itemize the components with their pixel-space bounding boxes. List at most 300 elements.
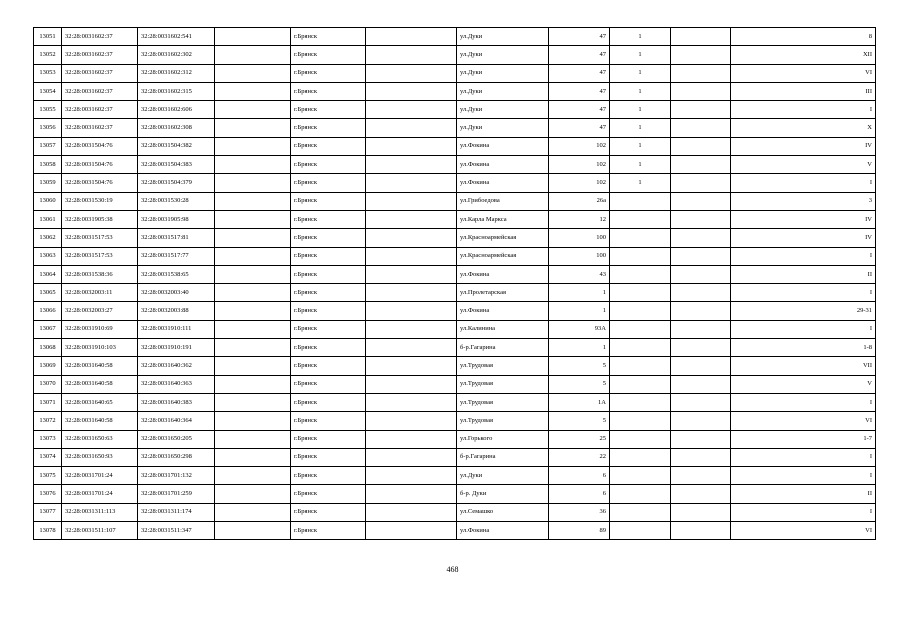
street-cell: ул.Дуки xyxy=(457,119,549,137)
city-cell: г.Брянск xyxy=(291,82,366,100)
premises-cell: I xyxy=(731,101,876,119)
premises-cell: VI xyxy=(731,412,876,430)
city-cell: г.Брянск xyxy=(291,320,366,338)
premises-cell: 1-8 xyxy=(731,339,876,357)
house-number-cell: 102 xyxy=(549,137,610,155)
object-cadastral-cell: 32:28:0031602:541 xyxy=(138,28,215,46)
row-number-cell: 13070 xyxy=(34,375,62,393)
table-row xyxy=(34,64,876,82)
street-cell: ул.Дуки xyxy=(457,467,549,485)
blank-cell xyxy=(215,302,291,320)
object-cadastral-cell: 32:28:0031504:383 xyxy=(138,156,215,174)
premises-cell: VII xyxy=(731,357,876,375)
row-number-cell: 13060 xyxy=(34,192,62,210)
building-cell xyxy=(610,265,671,283)
blank-cell xyxy=(215,412,291,430)
parcel-cadastral-cell: 32:28:0031640:58 xyxy=(62,412,138,430)
blank-cell xyxy=(366,412,457,430)
street-cell: ул.Трудовая xyxy=(457,412,549,430)
house-number-cell: 26а xyxy=(549,192,610,210)
blank-cell xyxy=(215,430,291,448)
blank-cell xyxy=(671,430,731,448)
blank-cell xyxy=(671,284,731,302)
blank-cell xyxy=(366,119,457,137)
premises-cell: X xyxy=(731,119,876,137)
table-row xyxy=(34,101,876,119)
building-cell: 1 xyxy=(610,101,671,119)
house-number-cell: 1 xyxy=(549,284,610,302)
building-cell xyxy=(610,412,671,430)
blank-cell xyxy=(366,467,457,485)
table-row xyxy=(34,137,876,155)
parcel-cadastral-cell: 32:28:0031504:76 xyxy=(62,156,138,174)
row-number-cell: 13063 xyxy=(34,247,62,265)
parcel-cadastral-cell: 32:28:0031511:107 xyxy=(62,522,138,540)
row-number-cell: 13066 xyxy=(34,302,62,320)
city-cell: г.Брянск xyxy=(291,357,366,375)
premises-cell: I xyxy=(731,247,876,265)
table-row xyxy=(34,357,876,375)
table-row xyxy=(34,375,876,393)
parcel-cadastral-cell: 32:28:0031650:63 xyxy=(62,430,138,448)
parcel-cadastral-cell: 32:28:0031517:53 xyxy=(62,229,138,247)
blank-cell xyxy=(215,320,291,338)
blank-cell xyxy=(366,156,457,174)
city-cell: г.Брянск xyxy=(291,46,366,64)
blank-cell xyxy=(366,137,457,155)
row-number-cell: 13065 xyxy=(34,284,62,302)
table-row xyxy=(34,522,876,540)
object-cadastral-cell: 32:28:0031530:28 xyxy=(138,192,215,210)
blank-cell xyxy=(671,485,731,503)
city-cell: г.Брянск xyxy=(291,247,366,265)
parcel-cadastral-cell: 32:28:0031640:65 xyxy=(62,393,138,411)
street-cell: ул.Фокина xyxy=(457,522,549,540)
table-row xyxy=(34,393,876,411)
blank-cell xyxy=(671,302,731,320)
table-row xyxy=(34,448,876,466)
object-cadastral-cell: 32:28:0031910:191 xyxy=(138,339,215,357)
blank-cell xyxy=(215,192,291,210)
row-number-cell: 13071 xyxy=(34,393,62,411)
object-cadastral-cell: 32:28:0031311:174 xyxy=(138,503,215,521)
parcel-cadastral-cell: 32:28:0031311:113 xyxy=(62,503,138,521)
parcel-cadastral-cell: 32:28:0031602:37 xyxy=(62,119,138,137)
blank-cell xyxy=(366,302,457,320)
building-cell xyxy=(610,229,671,247)
city-cell: г.Брянск xyxy=(291,119,366,137)
city-cell: г.Брянск xyxy=(291,265,366,283)
row-number-cell: 13058 xyxy=(34,156,62,174)
parcel-cadastral-cell: 32:28:0031650:93 xyxy=(62,448,138,466)
street-cell: ул.Фокина xyxy=(457,174,549,192)
table-row xyxy=(34,210,876,228)
premises-cell: 8 xyxy=(731,28,876,46)
building-cell xyxy=(610,467,671,485)
object-cadastral-cell: 32:28:0031602:315 xyxy=(138,82,215,100)
premises-cell: II xyxy=(731,485,876,503)
building-cell: 1 xyxy=(610,119,671,137)
house-number-cell: 47 xyxy=(549,28,610,46)
object-cadastral-cell: 32:28:0031517:81 xyxy=(138,229,215,247)
city-cell: г.Брянск xyxy=(291,430,366,448)
house-number-cell: 89 xyxy=(549,522,610,540)
row-number-cell: 13061 xyxy=(34,210,62,228)
house-number-cell: 100 xyxy=(549,247,610,265)
blank-cell xyxy=(215,174,291,192)
city-cell: г.Брянск xyxy=(291,192,366,210)
blank-cell xyxy=(671,192,731,210)
blank-cell xyxy=(215,485,291,503)
parcel-cadastral-cell: 32:28:0031538:36 xyxy=(62,265,138,283)
blank-cell xyxy=(215,229,291,247)
table-row xyxy=(34,119,876,137)
blank-cell xyxy=(366,357,457,375)
blank-cell xyxy=(671,28,731,46)
blank-cell xyxy=(215,503,291,521)
parcel-cadastral-cell: 32:28:0031530:19 xyxy=(62,192,138,210)
blank-cell xyxy=(671,229,731,247)
blank-cell xyxy=(671,101,731,119)
row-number-cell: 13053 xyxy=(34,64,62,82)
parcel-cadastral-cell: 32:28:0031640:58 xyxy=(62,375,138,393)
object-cadastral-cell: 32:28:0031650:205 xyxy=(138,430,215,448)
blank-cell xyxy=(671,448,731,466)
premises-cell: II xyxy=(731,265,876,283)
street-cell: ул.Фокина xyxy=(457,137,549,155)
blank-cell xyxy=(671,339,731,357)
object-cadastral-cell: 32:28:0031602:312 xyxy=(138,64,215,82)
object-cadastral-cell: 32:28:0031504:382 xyxy=(138,137,215,155)
premises-cell: 1-7 xyxy=(731,430,876,448)
parcel-cadastral-cell: 32:28:0031910:69 xyxy=(62,320,138,338)
blank-cell xyxy=(366,210,457,228)
house-number-cell: 102 xyxy=(549,156,610,174)
table-row xyxy=(34,46,876,64)
blank-cell xyxy=(215,247,291,265)
row-number-cell: 13057 xyxy=(34,137,62,155)
blank-cell xyxy=(215,28,291,46)
premises-cell: I xyxy=(731,174,876,192)
city-cell: г.Брянск xyxy=(291,284,366,302)
row-number-cell: 13054 xyxy=(34,82,62,100)
parcel-cadastral-cell: 32:28:0031602:37 xyxy=(62,82,138,100)
building-cell xyxy=(610,320,671,338)
row-number-cell: 13052 xyxy=(34,46,62,64)
object-cadastral-cell: 32:28:0031538:65 xyxy=(138,265,215,283)
blank-cell xyxy=(366,503,457,521)
object-cadastral-cell: 32:28:0032003:40 xyxy=(138,284,215,302)
registry-sheet xyxy=(33,27,875,540)
parcel-cadastral-cell: 32:28:0031517:53 xyxy=(62,247,138,265)
house-number-cell: 5 xyxy=(549,375,610,393)
table-row xyxy=(34,302,876,320)
row-number-cell: 13059 xyxy=(34,174,62,192)
object-cadastral-cell: 32:28:0031511:347 xyxy=(138,522,215,540)
house-number-cell: 1А xyxy=(549,393,610,411)
street-cell: ул.Трудовая xyxy=(457,393,549,411)
registry-table xyxy=(33,27,876,540)
table-row xyxy=(34,503,876,521)
blank-cell xyxy=(671,467,731,485)
object-cadastral-cell: 32:28:0032003:88 xyxy=(138,302,215,320)
blank-cell xyxy=(366,485,457,503)
object-cadastral-cell: 32:28:0031640:362 xyxy=(138,357,215,375)
house-number-cell: 102 xyxy=(549,174,610,192)
row-number-cell: 13069 xyxy=(34,357,62,375)
blank-cell xyxy=(671,119,731,137)
row-number-cell: 13078 xyxy=(34,522,62,540)
street-cell: ул.Красноармейская xyxy=(457,229,549,247)
building-cell xyxy=(610,302,671,320)
building-cell xyxy=(610,448,671,466)
parcel-cadastral-cell: 32:28:0031701:24 xyxy=(62,485,138,503)
table-row xyxy=(34,82,876,100)
street-cell: ул.Трудовая xyxy=(457,357,549,375)
building-cell xyxy=(610,210,671,228)
building-cell xyxy=(610,339,671,357)
blank-cell xyxy=(366,101,457,119)
blank-cell xyxy=(215,82,291,100)
premises-cell: IV xyxy=(731,137,876,155)
city-cell: г.Брянск xyxy=(291,485,366,503)
parcel-cadastral-cell: 32:28:0031910:103 xyxy=(62,339,138,357)
blank-cell xyxy=(671,210,731,228)
table-row xyxy=(34,192,876,210)
house-number-cell: 1 xyxy=(549,302,610,320)
object-cadastral-cell: 32:28:0031701:132 xyxy=(138,467,215,485)
street-cell: б-р.Гагарина xyxy=(457,339,549,357)
blank-cell xyxy=(366,522,457,540)
table-row xyxy=(34,339,876,357)
table-row xyxy=(34,229,876,247)
row-number-cell: 13068 xyxy=(34,339,62,357)
city-cell: г.Брянск xyxy=(291,522,366,540)
building-cell: 1 xyxy=(610,174,671,192)
blank-cell xyxy=(215,339,291,357)
building-cell: 1 xyxy=(610,46,671,64)
city-cell: г.Брянск xyxy=(291,229,366,247)
premises-cell: I xyxy=(731,284,876,302)
street-cell: ул.Красноармейская xyxy=(457,247,549,265)
object-cadastral-cell: 32:28:0031504:379 xyxy=(138,174,215,192)
house-number-cell: 47 xyxy=(549,82,610,100)
row-number-cell: 13051 xyxy=(34,28,62,46)
street-cell: ул.Карла Маркса xyxy=(457,210,549,228)
object-cadastral-cell: 32:28:0031602:606 xyxy=(138,101,215,119)
street-cell: ул.Дуки xyxy=(457,101,549,119)
blank-cell xyxy=(215,137,291,155)
house-number-cell: 43 xyxy=(549,265,610,283)
blank-cell xyxy=(215,522,291,540)
premises-cell: V xyxy=(731,375,876,393)
city-cell: г.Брянск xyxy=(291,28,366,46)
building-cell xyxy=(610,522,671,540)
building-cell xyxy=(610,430,671,448)
street-cell: ул.Фокина xyxy=(457,156,549,174)
blank-cell xyxy=(215,210,291,228)
object-cadastral-cell: 32:28:0031640:383 xyxy=(138,393,215,411)
city-cell: г.Брянск xyxy=(291,503,366,521)
blank-cell xyxy=(671,412,731,430)
house-number-cell: 36 xyxy=(549,503,610,521)
premises-cell: III xyxy=(731,82,876,100)
street-cell: ул.Дуки xyxy=(457,82,549,100)
premises-cell: XII xyxy=(731,46,876,64)
building-cell: 1 xyxy=(610,137,671,155)
city-cell: г.Брянск xyxy=(291,210,366,228)
building-cell: 1 xyxy=(610,82,671,100)
parcel-cadastral-cell: 32:28:0031602:37 xyxy=(62,46,138,64)
table-row xyxy=(34,485,876,503)
blank-cell xyxy=(366,393,457,411)
blank-cell xyxy=(671,375,731,393)
blank-cell xyxy=(215,101,291,119)
premises-cell: I xyxy=(731,320,876,338)
blank-cell xyxy=(671,247,731,265)
house-number-cell: 47 xyxy=(549,119,610,137)
blank-cell xyxy=(366,430,457,448)
house-number-cell: 47 xyxy=(549,101,610,119)
house-number-cell: 25 xyxy=(549,430,610,448)
building-cell xyxy=(610,357,671,375)
parcel-cadastral-cell: 32:28:0031602:37 xyxy=(62,28,138,46)
row-number-cell: 13077 xyxy=(34,503,62,521)
street-cell: б-р.Гагарина xyxy=(457,448,549,466)
parcel-cadastral-cell: 32:28:0031504:76 xyxy=(62,137,138,155)
building-cell xyxy=(610,375,671,393)
building-cell: 1 xyxy=(610,28,671,46)
blank-cell xyxy=(671,137,731,155)
registry-table-body xyxy=(34,28,876,540)
blank-cell xyxy=(671,174,731,192)
object-cadastral-cell: 32:28:0031701:259 xyxy=(138,485,215,503)
city-cell: г.Брянск xyxy=(291,137,366,155)
premises-cell: IV xyxy=(731,229,876,247)
blank-cell xyxy=(671,393,731,411)
building-cell: 1 xyxy=(610,156,671,174)
row-number-cell: 13062 xyxy=(34,229,62,247)
blank-cell xyxy=(215,46,291,64)
building-cell xyxy=(610,192,671,210)
table-row xyxy=(34,247,876,265)
premises-cell: I xyxy=(731,448,876,466)
blank-cell xyxy=(671,156,731,174)
premises-cell: VI xyxy=(731,64,876,82)
blank-cell xyxy=(366,82,457,100)
parcel-cadastral-cell: 32:28:0031602:37 xyxy=(62,101,138,119)
blank-cell xyxy=(671,82,731,100)
row-number-cell: 13055 xyxy=(34,101,62,119)
blank-cell xyxy=(215,265,291,283)
street-cell: ул.Грибоедова xyxy=(457,192,549,210)
object-cadastral-cell: 32:28:0031602:308 xyxy=(138,119,215,137)
house-number-cell: 6 xyxy=(549,467,610,485)
blank-cell xyxy=(366,284,457,302)
object-cadastral-cell: 32:28:0031910:111 xyxy=(138,320,215,338)
blank-cell xyxy=(671,64,731,82)
city-cell: г.Брянск xyxy=(291,101,366,119)
blank-cell xyxy=(215,64,291,82)
object-cadastral-cell: 32:28:0031650:298 xyxy=(138,448,215,466)
blank-cell xyxy=(366,64,457,82)
building-cell xyxy=(610,503,671,521)
object-cadastral-cell: 32:28:0031905:98 xyxy=(138,210,215,228)
blank-cell xyxy=(366,174,457,192)
parcel-cadastral-cell: 32:28:0031701:24 xyxy=(62,467,138,485)
blank-cell xyxy=(366,265,457,283)
premises-cell: I xyxy=(731,503,876,521)
premises-cell: V xyxy=(731,156,876,174)
row-number-cell: 13056 xyxy=(34,119,62,137)
house-number-cell: 100 xyxy=(549,229,610,247)
city-cell: г.Брянск xyxy=(291,448,366,466)
city-cell: г.Брянск xyxy=(291,412,366,430)
blank-cell xyxy=(215,284,291,302)
blank-cell xyxy=(366,247,457,265)
parcel-cadastral-cell: 32:28:0031504:76 xyxy=(62,174,138,192)
blank-cell xyxy=(215,119,291,137)
parcel-cadastral-cell: 32:28:0032003:27 xyxy=(62,302,138,320)
blank-cell xyxy=(671,522,731,540)
street-cell: ул.Дуки xyxy=(457,28,549,46)
blank-cell xyxy=(215,156,291,174)
blank-cell xyxy=(215,357,291,375)
premises-cell: 29-31 xyxy=(731,302,876,320)
street-cell: ул.Калинина xyxy=(457,320,549,338)
table-row xyxy=(34,467,876,485)
house-number-cell: 47 xyxy=(549,46,610,64)
city-cell: г.Брянск xyxy=(291,302,366,320)
blank-cell xyxy=(366,448,457,466)
building-cell xyxy=(610,247,671,265)
object-cadastral-cell: 32:28:0031602:302 xyxy=(138,46,215,64)
house-number-cell: 22 xyxy=(549,448,610,466)
building-cell xyxy=(610,393,671,411)
parcel-cadastral-cell: 32:28:0031602:37 xyxy=(62,64,138,82)
street-cell: ул.Фокина xyxy=(457,302,549,320)
blank-cell xyxy=(671,503,731,521)
blank-cell xyxy=(215,448,291,466)
blank-cell xyxy=(215,375,291,393)
city-cell: г.Брянск xyxy=(291,393,366,411)
row-number-cell: 13073 xyxy=(34,430,62,448)
city-cell: г.Брянск xyxy=(291,339,366,357)
parcel-cadastral-cell: 32:28:0032003:11 xyxy=(62,284,138,302)
row-number-cell: 13074 xyxy=(34,448,62,466)
premises-cell: VI xyxy=(731,522,876,540)
parcel-cadastral-cell: 32:28:0031640:58 xyxy=(62,357,138,375)
street-cell: б-р. Дуки xyxy=(457,485,549,503)
row-number-cell: 13076 xyxy=(34,485,62,503)
house-number-cell: 5 xyxy=(549,412,610,430)
premises-cell: I xyxy=(731,393,876,411)
street-cell: ул.Пролетарская xyxy=(457,284,549,302)
table-row xyxy=(34,174,876,192)
street-cell: ул.Дуки xyxy=(457,64,549,82)
house-number-cell: 47 xyxy=(549,64,610,82)
blank-cell xyxy=(366,320,457,338)
street-cell: ул.Трудовая xyxy=(457,375,549,393)
building-cell xyxy=(610,485,671,503)
blank-cell xyxy=(671,357,731,375)
parcel-cadastral-cell: 32:28:0031905:38 xyxy=(62,210,138,228)
street-cell: ул.Горького xyxy=(457,430,549,448)
table-row xyxy=(34,430,876,448)
premises-cell: 3 xyxy=(731,192,876,210)
blank-cell xyxy=(671,320,731,338)
blank-cell xyxy=(671,265,731,283)
